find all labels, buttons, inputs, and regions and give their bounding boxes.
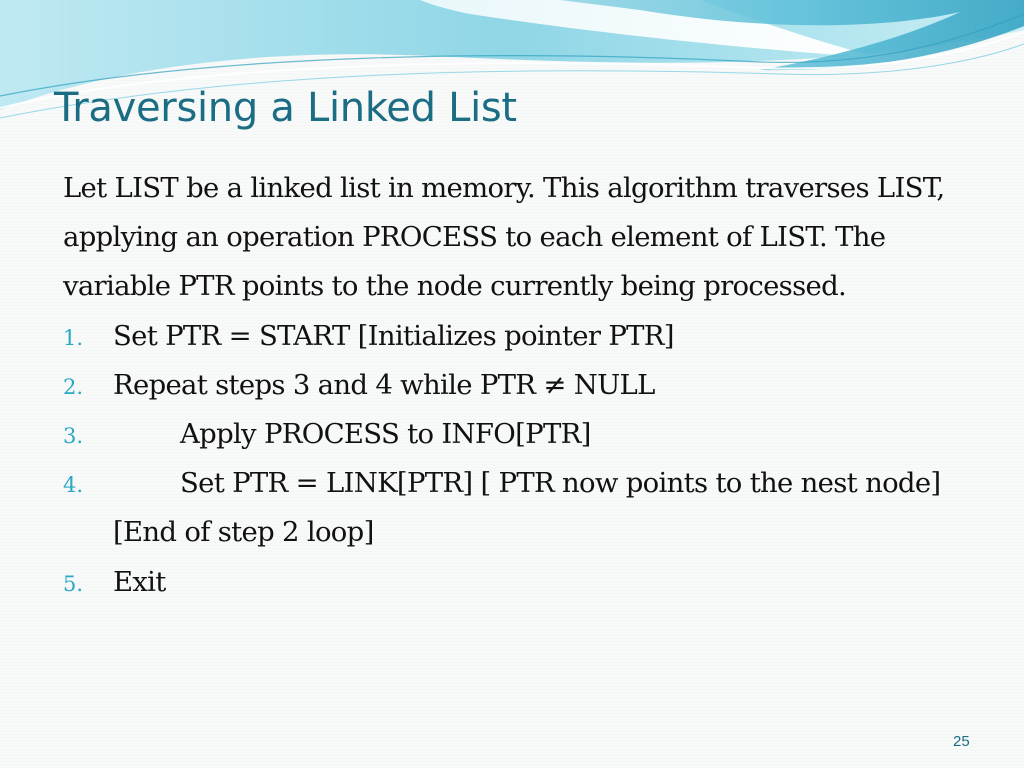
step-number: 5.	[63, 571, 84, 596]
slide-body	[63, 164, 963, 607]
step-number: 3.	[63, 424, 84, 449]
algorithm-steps	[63, 312, 963, 607]
step-4	[63, 459, 963, 508]
step-text: Apply PROCESS to INFO[PTR]	[180, 418, 591, 451]
step-loop-end	[63, 508, 963, 557]
step-text: Exit	[113, 565, 166, 598]
slide-title: Traversing a Linked List	[54, 85, 517, 131]
page-number: 25	[953, 733, 970, 750]
step-2	[63, 361, 963, 410]
intro-paragraph: Let LIST be a linked list in memory. This algorithm traverses LIST, applying an operation PROCESS to each element of LIST. The variable PTR points to the node currently being processed.	[63, 172, 945, 303]
step-text: [End of step 2 loop]	[113, 516, 374, 549]
step-text: Set PTR = LINK[PTR] [ PTR now points to the nest node]	[180, 467, 941, 500]
step-3	[63, 410, 963, 459]
step-number: 1.	[63, 325, 84, 350]
step-5	[63, 558, 963, 607]
step-number: 2.	[63, 374, 84, 399]
step-text: Repeat steps 3 and 4 while PTR ≠ NULL	[113, 368, 655, 401]
step-number: 4.	[63, 473, 84, 498]
step-1	[63, 312, 963, 361]
step-text: Set PTR = START [Initializes pointer PTR]	[113, 319, 674, 352]
